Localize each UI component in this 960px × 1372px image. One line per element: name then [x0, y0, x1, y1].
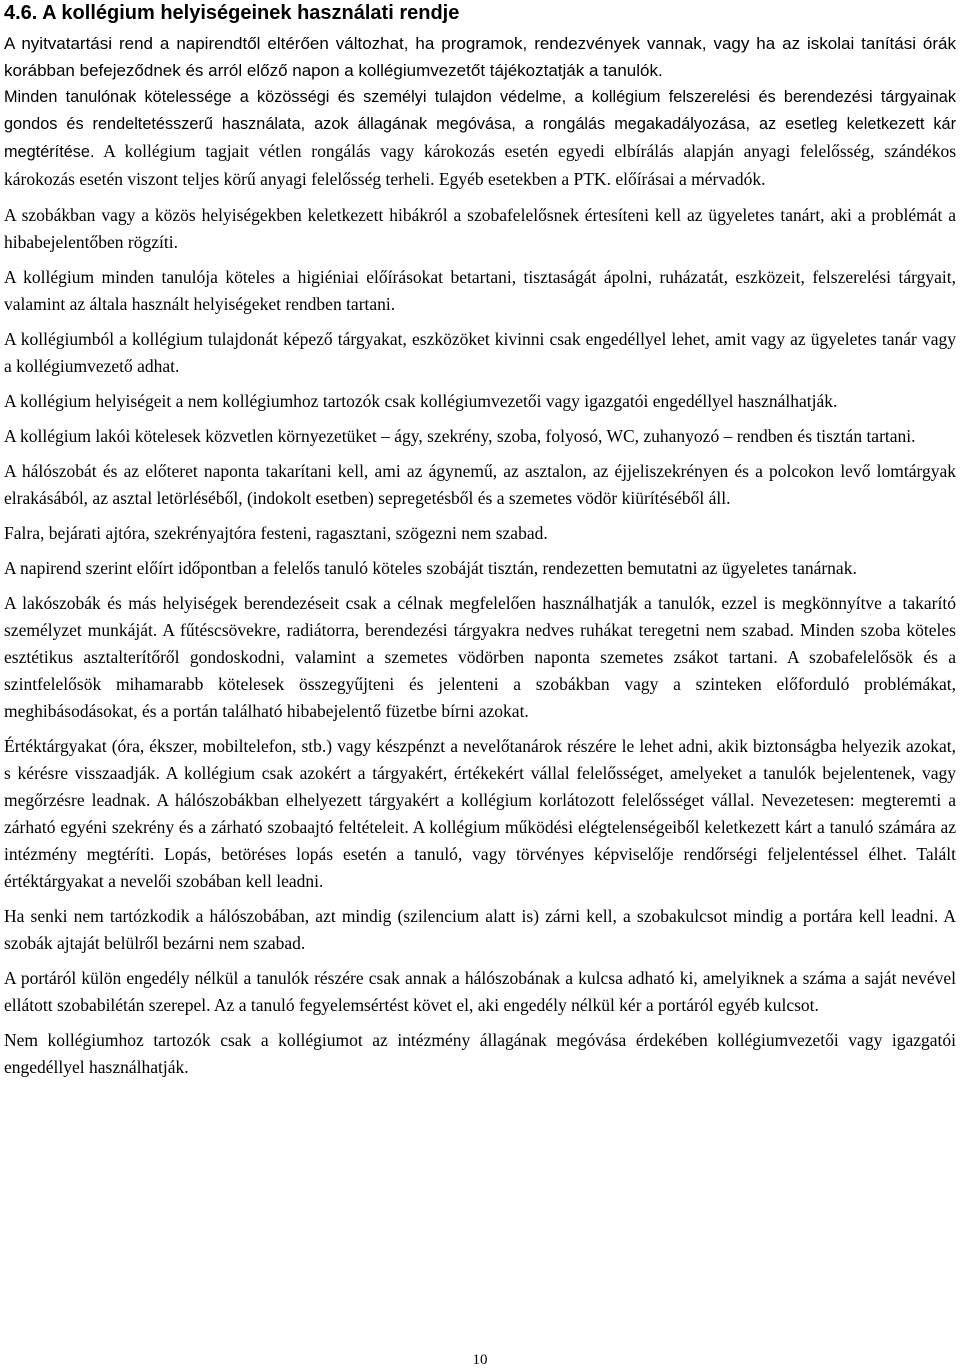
paragraph-cleanliness: A kollégium lakói kötelesek közvetlen környezetüket – ágy, szekrény, szoba, folyosó, WC, zuhanyozó – rendben és tisztán tartani.: [4, 426, 916, 446]
paragraph-property-duty: [4, 84, 956, 194]
paragraph-daily-cleaning: A hálószobát és az előteret naponta takarítani kell, ami az ágynemű, az asztalon, az éjjeliszekrényen és a polcokon levő lomtárgyak elrakásából, az asztal letörléséből, (indokolt esetben) sepregetésből és a szemetes vödör kiürítéséből áll.: [4, 461, 956, 508]
paragraph-damage-report: A szobákban vagy a közös helyiségekben keletkezett hibákról a szobafelelősnek értesíteni kell az ügyeletes tanárt, aki a problémát a hibabejelentőben rögzíti.: [4, 205, 956, 252]
paragraph-walls: Falra, bejárati ajtóra, szekrényajtóra festeni, ragasztani, szögezni nem szabad.: [4, 523, 548, 543]
section-heading: 4.6. A kollégium helyiségeinek használati rendje: [4, 2, 460, 24]
paragraph-valuables: Értéktárgyakat (óra, ékszer, mobiltelefon, stb.) vagy készpénzt a nevelőtanárok részére le lehet adni, akik biztonságba helyezik azokat, s kérésre visszaadják. A kollégium csak azokért a tárgyakért, értékekért vállal felelősséget, amelyeket a tanulók bejelentenek, vagy megőrzésre leadnak. A hálószobákban elhelyezett tárgyakért a kollégium korlátozott felelősséget vállal. Nevezetesen: megteremti a zárható egyéni szekrény és a zárható szobaajtó feltételeit. A kollégium működési elégtelenségeiből keletkezett kárt a tanuló számára az intézmény megtéríti. Lopás, betöréses lopás esetén a tanuló, vagy törvényes képviselője rendőrségi feljelentéssel élhet. Talált értéktárgyakat a nevelői szobában kell leadni.: [4, 736, 956, 891]
paragraph-outsiders: Nem kollégiumhoz tartozók csak a kollégiumot az intézmény állagának megóvása érdekében kollégiumvezetői vagy igazgatói engedéllyel használhatják.: [4, 1030, 956, 1077]
paragraph-removing-items: A kollégiumból a kollégium tulajdonát képező tárgyakat, eszközöket kivinni csak engedéllyel lehet, amit vagy az ügyeletes tanár vagy a kollégiumvezető adhat.: [4, 329, 956, 376]
paragraph-property-duty-part-1: Minden tanulónak kötelessége a közösségi és személyi tulajdon védelme, a kollégium felszerelési és berendezési tárgyainak gondos és rendeltetésszerű használata, azok állagának megóvása, a rongálás megakadályozása, az esetleg keletkezett kár megtérítése.: [4, 88, 956, 161]
paragraph-locking: Ha senki nem tartózkodik a hálószobában, azt mindig (szilencium alatt is) zárni kell, a szobakulcsot mindig a portára kell leadni. A szobák ajtaját belülről bezárni nem szabad.: [4, 906, 956, 953]
paragraph-room-usage: A kollégium helyiségeit a nem kollégiumhoz tartozók csak kollégiumvezetői vagy igazgatói engedéllyel használhatják.: [4, 391, 838, 411]
paragraph-keys: A portáról külön engedély nélkül a tanulók részére csak annak a hálószobának a kulcsa adható ki, amelyiknek a száma a saját nevével ellátott szobabilétán szerepel. Az a tanuló fegyelemsértést követ el, aki engedély nélkül kér a portáról egyéb kulcsot.: [4, 968, 956, 1015]
paragraph-property-duty-part-2: A kollégium tagjait vétlen rongálás vagy károkozás esetén egyedi elbírálás alapján anyagi felelősség, szándékos károkozás esetén viszont teljes körű anyagi felelősség terheli. Egyéb esetekben a PTK. előírásai a mérvadók.: [4, 141, 956, 189]
paragraph-opening-hours: A nyitvatartási rend a napirendtől eltérően változhat, ha programok, rendezvények vannak, vagy ha az iskolai tanítási órák korábban befejeződnek és arról előző napon a kollégiumvezetőt tájékoztatják a tanulók.: [4, 34, 956, 80]
paragraph-furniture-use: A lakószobák és más helyiségek berendezéseit csak a célnak megfelelően használhatják a tanulók, ezzel is megkönnyítve a takarító személyzet munkáját. A fűtéscsövekre, radiátorra, berendezési tárgyakra nedves ruhákat teregetni nem szabad. Minden szoba köteles esztétikus asztalterítőről gondoskodni, valamint a szemetes vödörben naponta szemetes zsákot tartani. A szobafelelősök és a szintfelelősök mihamarabb kötelesek összegyűjteni és jelenteni a szobákban vagy a szinteken előforduló problémákat, meghibásodásokat, és a portán található hibabejelentő füzetbe bírni azokat.: [4, 593, 956, 721]
document-page: [4, 0, 956, 1089]
page-number: 10: [472, 1352, 488, 1368]
paragraph-hygiene: A kollégium minden tanulója köteles a higiéniai előírásokat betartani, tisztaságát ápolni, ruházatát, eszközeit, felszerelési tárgyait, valamint az általa használt helyiségeket rendben tartani.: [4, 267, 956, 314]
paragraph-room-inspection: A napirend szerint előírt időpontban a felelős tanuló köteles szobáját tisztán, rendezetten bemutatni az ügyeletes tanárnak.: [4, 558, 857, 578]
